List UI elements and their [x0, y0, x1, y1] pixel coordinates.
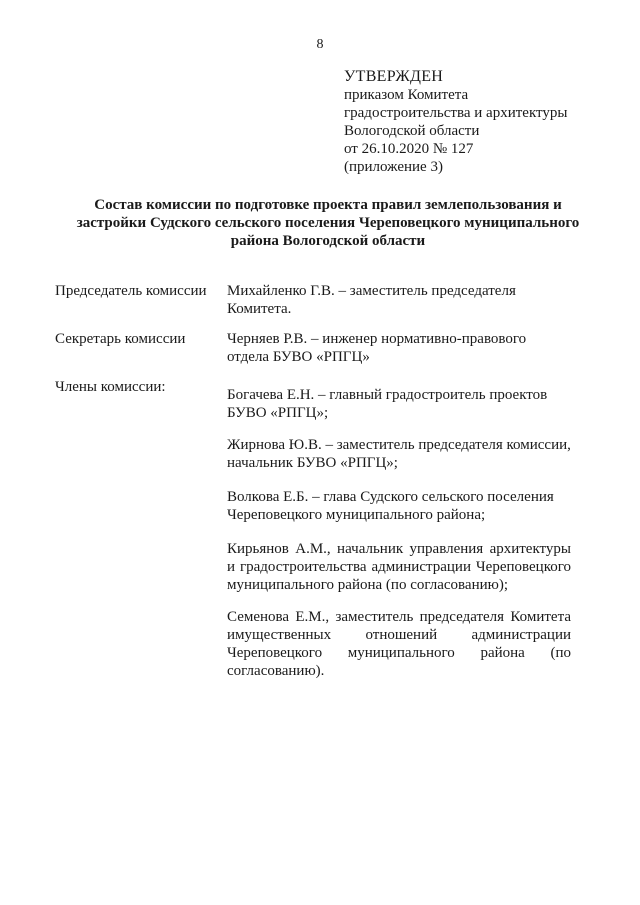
member-item: Кирьянов А.М., начальник управления архитектуры и градостроительства администрации Череповецкого муниципального района (по согласованию);	[227, 541, 571, 593]
members-role: Члены комиссии:	[55, 379, 166, 395]
approval-line: (приложение 3)	[344, 159, 443, 175]
approval-line: Вологодской области	[344, 123, 480, 139]
approval-block	[344, 68, 614, 176]
approval-title: УТВЕРЖДЕН	[344, 68, 444, 85]
member-item: Волкова Е.Б. – глава Судского сельского поселения Череповецкого муниципального района;	[227, 489, 554, 523]
approval-line: приказом Комитета	[344, 87, 469, 103]
page-number: 8	[316, 37, 324, 52]
approval-line: от 26.10.2020 № 127	[344, 141, 474, 157]
approval-line: градостроительства и архитектуры	[344, 105, 568, 121]
member-item: Семенова Е.М., заместитель председателя Комитета имущественных отношений администрации Череповецкого муниципального района (по согласованию).	[227, 609, 571, 679]
document-title: Состав комиссии по подготовке проекта правил землепользования и застройки Судского сельского поселения Череповецкого муниципального района Вологодской области	[76, 197, 580, 249]
secretary-description: Черняев Р.В. – инженер нормативно-правового отдела БУВО «РПГЦ»	[227, 331, 527, 365]
member-item: Жирнова Ю.В. – заместитель председателя комиссии, начальник БУВО «РПГЦ»;	[227, 437, 571, 471]
chairman-role: Председатель комиссии	[55, 283, 207, 299]
member-item: Богачева Е.Н. – главный градостроитель проектов БУВО «РПГЦ»;	[227, 387, 548, 421]
secretary-role: Секретарь комиссии	[55, 331, 186, 347]
chairman-description: Михайленко Г.В. – заместитель председателя Комитета.	[227, 283, 516, 317]
